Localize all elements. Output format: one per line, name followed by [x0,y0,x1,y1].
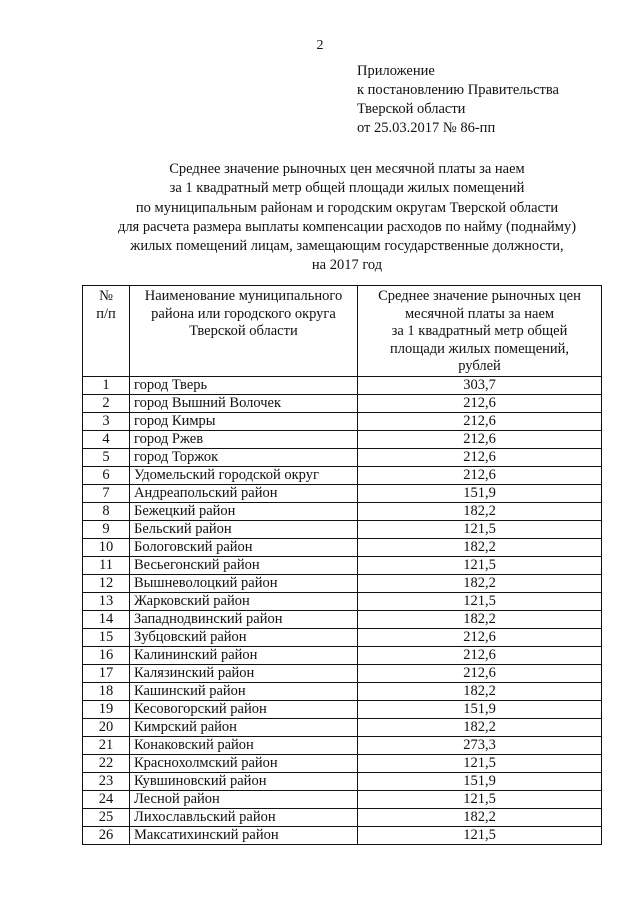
row-price: 121,5 [358,520,602,538]
appendix-line: Приложение [357,63,435,79]
row-name: Андреапольский район [130,484,358,502]
title-line: за 1 квадратный метр общей площади жилых помещений [169,180,525,197]
row-number: 16 [83,646,130,664]
row-number: 2 [83,394,130,412]
row-name: Западнодвинский район [130,610,358,628]
row-price: 212,6 [358,430,602,448]
document-title [0,160,640,276]
table-row [83,394,602,412]
row-price: 182,2 [358,502,602,520]
row-price: 212,6 [358,394,602,412]
table-header-row [83,286,602,377]
row-number: 9 [83,520,130,538]
title-line: на 2017 год [311,257,383,274]
row-number: 11 [83,556,130,574]
title-line: Среднее значение рыночных цен месячной платы за наем [169,161,525,177]
table-row [83,466,602,484]
row-name: Кашинский район [130,682,358,700]
row-name: Краснохолмский район [130,754,358,772]
row-price: 182,2 [358,574,602,592]
row-price: 212,6 [358,628,602,646]
table-row [83,664,602,682]
price-table [82,285,602,845]
row-name: Бельский район [130,520,358,538]
table-row [83,754,602,772]
row-name: город Кимры [130,412,358,430]
row-name: Максатихинский район [130,826,358,844]
row-price: 121,5 [358,826,602,844]
table-row [83,412,602,430]
row-price: 212,6 [358,664,602,682]
table-row [83,556,602,574]
table-row [83,646,602,664]
row-price: 151,9 [358,772,602,790]
table-row [83,592,602,610]
table-row [83,502,602,520]
table-row [83,790,602,808]
row-number: 14 [83,610,130,628]
row-name: Жарковский район [130,592,358,610]
table-row [83,700,602,718]
appendix-line: к постановлению Правительства [357,82,559,98]
row-number: 21 [83,736,130,754]
row-name: город Тверь [130,376,358,394]
table-row [83,574,602,592]
row-price: 182,2 [358,718,602,736]
row-number: 23 [83,772,130,790]
page-number: 2 [316,38,324,53]
header-number: № п/п [83,286,130,377]
table-row [83,808,602,826]
table-row [83,610,602,628]
title-line: жилых помещений лицам, замещающим государственные должности, [130,238,564,255]
row-name: Кесовогорский район [130,700,358,718]
row-name: город Торжок [130,448,358,466]
row-number: 12 [83,574,130,592]
header-name: Наименование муниципального района или городского округа Тверской области [130,286,358,377]
row-name: Кувшиновский район [130,772,358,790]
row-name: Калининский район [130,646,358,664]
table-row [83,736,602,754]
row-name: Весьегонский район [130,556,358,574]
table-row [83,718,602,736]
row-number: 7 [83,484,130,502]
table-row [83,538,602,556]
row-price: 182,2 [358,610,602,628]
table-body [83,376,602,844]
row-price: 303,7 [358,376,602,394]
row-price: 212,6 [358,448,602,466]
table-row [83,772,602,790]
table-row [83,448,602,466]
row-name: Конаковский район [130,736,358,754]
row-price: 151,9 [358,484,602,502]
row-number: 26 [83,826,130,844]
row-number: 1 [83,376,130,394]
row-name: город Вышний Волочек [130,394,358,412]
table-row [83,430,602,448]
row-number: 5 [83,448,130,466]
row-price: 121,5 [358,754,602,772]
row-price: 121,5 [358,556,602,574]
row-price: 151,9 [358,700,602,718]
table-row [83,484,602,502]
row-number: 20 [83,718,130,736]
row-price: 121,5 [358,592,602,610]
row-name: Бежецкий район [130,502,358,520]
row-number: 6 [83,466,130,484]
row-number: 8 [83,502,130,520]
title-line: для расчета размера выплаты компенсации расходов по найму (поднайму) [117,218,577,235]
table-row [83,376,602,394]
header-price: Среднее значение рыночных цен месячной платы за наем за 1 квадратный метр общей площади жилых помещений, рублей [358,286,602,377]
row-price: 182,2 [358,682,602,700]
row-name: Зубцовский район [130,628,358,646]
row-number: 18 [83,682,130,700]
row-number: 22 [83,754,130,772]
table-row [83,826,602,844]
row-price: 212,6 [358,646,602,664]
row-name: Удомельский городской округ [130,466,358,484]
row-name: Калязинский район [130,664,358,682]
row-name: Бологовский район [130,538,358,556]
title-line: по муниципальным районам и городским округам Тверской области [135,199,559,216]
row-price: 273,3 [358,736,602,754]
row-name: Вышневолоцкий район [130,574,358,592]
row-price: 212,6 [358,412,602,430]
row-number: 15 [83,628,130,646]
appendix-block [357,62,559,138]
row-number: 19 [83,700,130,718]
row-number: 25 [83,808,130,826]
row-name: Кимрский район [130,718,358,736]
row-price: 212,6 [358,466,602,484]
row-name: Лихославльский район [130,808,358,826]
appendix-line: Тверской области [357,101,466,117]
row-price: 182,2 [358,808,602,826]
row-price: 182,2 [358,538,602,556]
table-row [83,682,602,700]
row-name: город Ржев [130,430,358,448]
row-price: 121,5 [358,790,602,808]
table-row [83,628,602,646]
row-number: 3 [83,412,130,430]
table-row [83,520,602,538]
row-name: Лесной район [130,790,358,808]
row-number: 10 [83,538,130,556]
row-number: 24 [83,790,130,808]
row-number: 13 [83,592,130,610]
row-number: 17 [83,664,130,682]
appendix-line: от 25.03.2017 № 86-пп [357,120,496,136]
row-number: 4 [83,430,130,448]
